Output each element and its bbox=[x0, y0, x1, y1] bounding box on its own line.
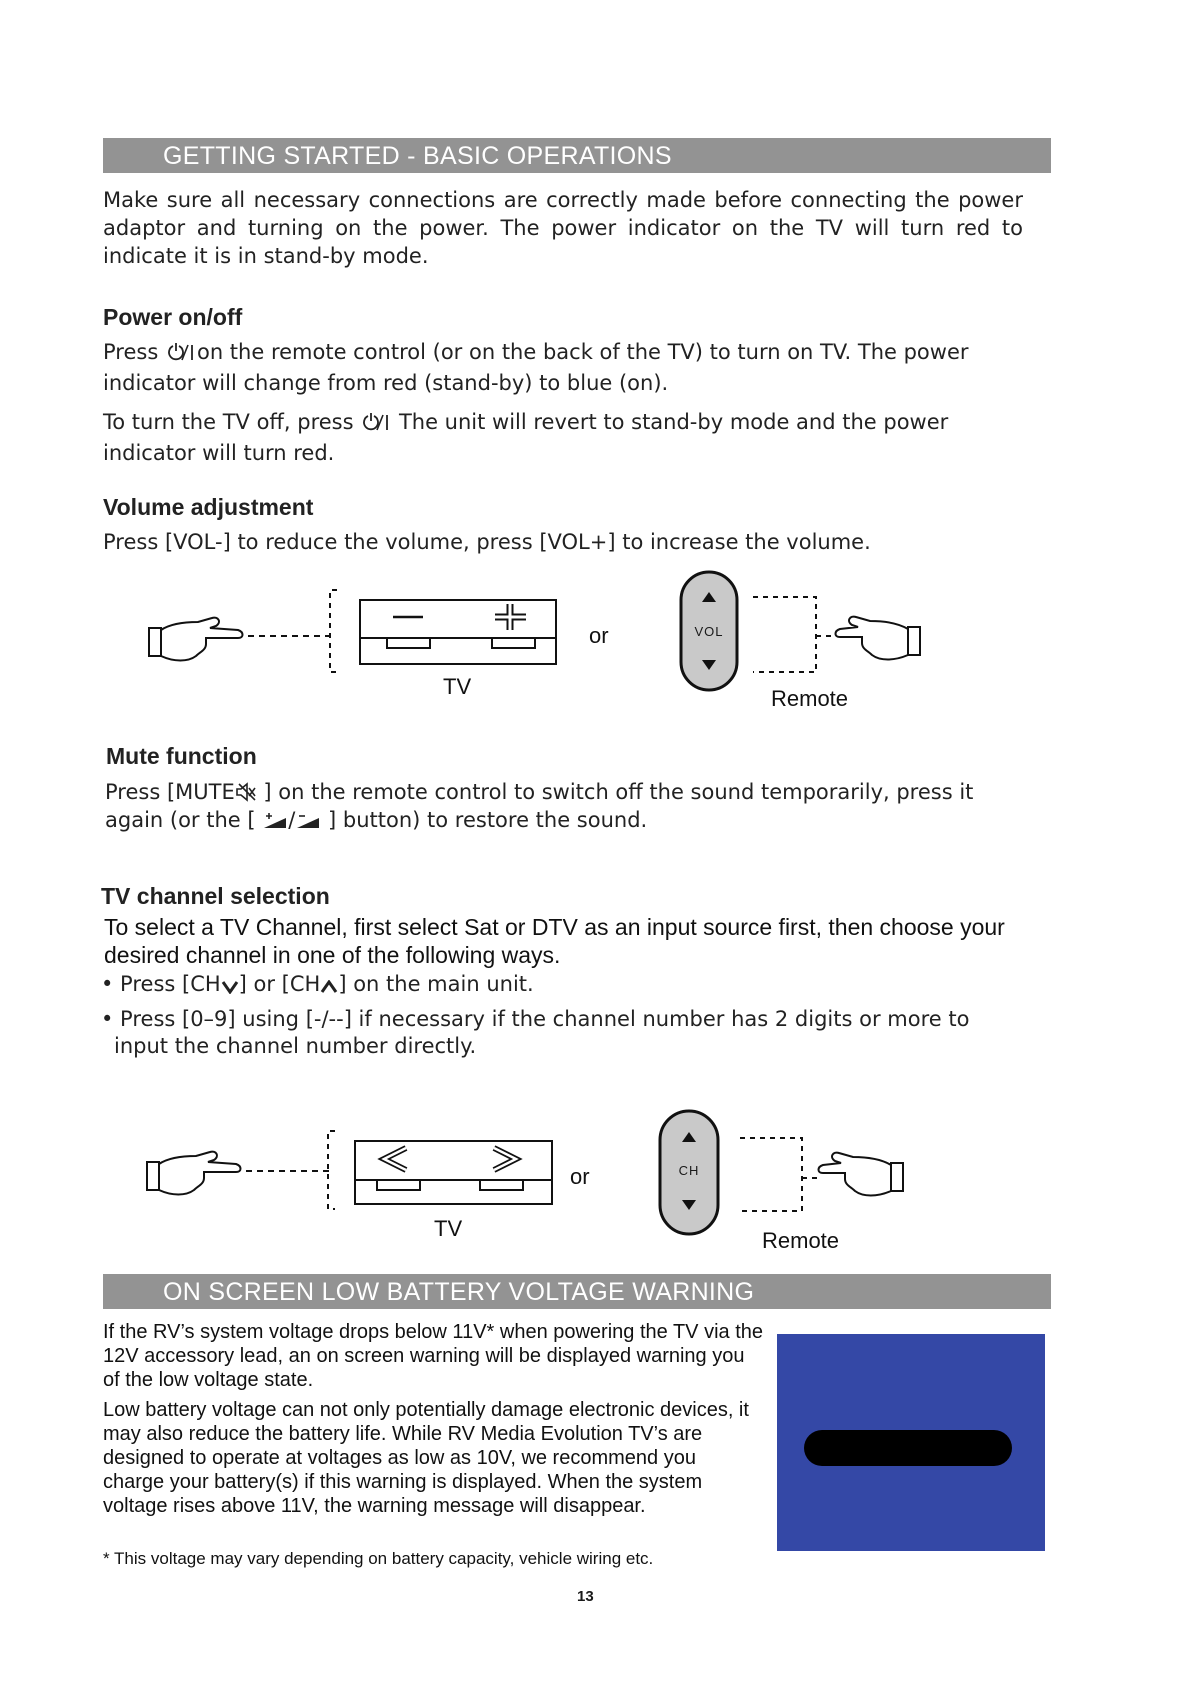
battery-paragraph-1: If the RV’s system voltage drops below 11V* when powering the TV via the 12V accessory lead, an on screen warning will be displayed warning you of the low voltage state. bbox=[103, 1321, 763, 1391]
volume-heading: Volume adjustment bbox=[103, 494, 314, 520]
power-standby-icon bbox=[165, 341, 197, 369]
mute-l1-pre: Press [MUTE bbox=[105, 780, 235, 804]
page-number: 13 bbox=[577, 1588, 594, 1605]
volume-or-label: or bbox=[589, 623, 609, 648]
power-p2-post: The unit will revert to stand-by mode and the power indicator will turn red. bbox=[103, 410, 949, 465]
pointing-hand-icon bbox=[836, 617, 921, 660]
tv-side-panel bbox=[355, 1141, 552, 1204]
remote-vol-label: VOL bbox=[694, 624, 724, 639]
battery-paragraph-2: Low battery voltage can not only potentially damage electronic devices, it may also reduce the battery life. While RV Media Evolution TV’s are designed to operate at voltages as low as 10V, we recommend you charge your battery(s) if this warning is displayed. When the system voltage rises above 11V, the warning message will disappear. bbox=[103, 1399, 749, 1517]
pointing-hand-icon bbox=[819, 1153, 904, 1196]
channel-paragraph: To select a TV Channel, first select Sat or DTV as an input source first, then choose your desired channel in one of the following ways. bbox=[104, 914, 1005, 968]
volume-down-icon bbox=[262, 809, 288, 837]
channel-heading: TV channel selection bbox=[101, 883, 330, 909]
mute-l2-post: ] button) to restore the sound. bbox=[328, 808, 648, 832]
power-p1-pre: Press bbox=[103, 340, 159, 364]
channel-b1-pre: • Press [CH bbox=[101, 972, 221, 996]
channel-or-label: or bbox=[570, 1164, 590, 1189]
mute-line-2 bbox=[105, 806, 1025, 837]
mute-heading: Mute function bbox=[106, 743, 257, 769]
mute-line-1 bbox=[105, 778, 1025, 809]
remote-ch-label: CH bbox=[678, 1163, 700, 1178]
channel-b1-mid: ] or [CH bbox=[238, 972, 321, 996]
mute-l2-pre: again (or the [ bbox=[105, 808, 256, 832]
battery-footnote: * This voltage may vary depending on battery capacity, vehicle wiring etc. bbox=[103, 1549, 654, 1568]
power-heading: Power on/off bbox=[103, 304, 243, 330]
section-title-basic-operations: GETTING STARTED - BASIC OPERATIONS bbox=[103, 138, 1051, 173]
power-p2-pre: To turn the TV off, press bbox=[103, 410, 354, 434]
tv-screen-illustration bbox=[777, 1334, 1045, 1551]
warning-message-bar bbox=[804, 1430, 1012, 1466]
volume-tv-caption: TV bbox=[443, 674, 472, 699]
tv-side-panel bbox=[360, 600, 556, 664]
pointing-hand-icon bbox=[147, 1152, 241, 1195]
power-paragraph-1 bbox=[103, 338, 1023, 397]
channel-bullet-1 bbox=[101, 970, 534, 1001]
channel-remote-caption: Remote bbox=[762, 1228, 840, 1253]
mute-l1-post: ] on the remote control to switch off the sound temporarily, press it bbox=[263, 780, 974, 804]
section-title-low-battery: ON SCREEN LOW BATTERY VOLTAGE WARNING bbox=[103, 1274, 1051, 1309]
mute-l2-sep: / bbox=[288, 808, 296, 832]
channel-tv-caption: TV bbox=[434, 1216, 463, 1241]
chevron-up-icon bbox=[320, 973, 338, 1001]
channel-bullet-2: • Press [0–9] using [-/--] if necessary if the channel number has 2 digits or more to bbox=[101, 1007, 970, 1031]
volume-remote-caption: Remote bbox=[771, 686, 849, 711]
power-standby-icon bbox=[360, 411, 392, 439]
volume-up-icon bbox=[295, 809, 321, 837]
chevron-down-icon bbox=[221, 973, 239, 1001]
volume-paragraph: Press [VOL-] to reduce the volume, press [VOL+] to increase the volume. bbox=[103, 530, 871, 554]
power-p1-post: on the remote control (or on the back of the TV) to turn on TV. The power indicator will change from red (stand-by) to blue (on). bbox=[103, 340, 969, 395]
pointing-hand-icon bbox=[149, 618, 243, 661]
channel-bullet-2-cont: input the channel number directly. bbox=[114, 1034, 477, 1058]
power-paragraph-2 bbox=[103, 408, 1023, 467]
mute-icon bbox=[235, 781, 257, 809]
channel-b1-post: ] on the main unit. bbox=[338, 972, 534, 996]
intro-paragraph: Make sure all necessary connections are correctly made before connecting the power adaptor and turning on the power. The power indicator on the TV will turn red to indicate it is in stand-by mode. bbox=[103, 188, 1023, 268]
